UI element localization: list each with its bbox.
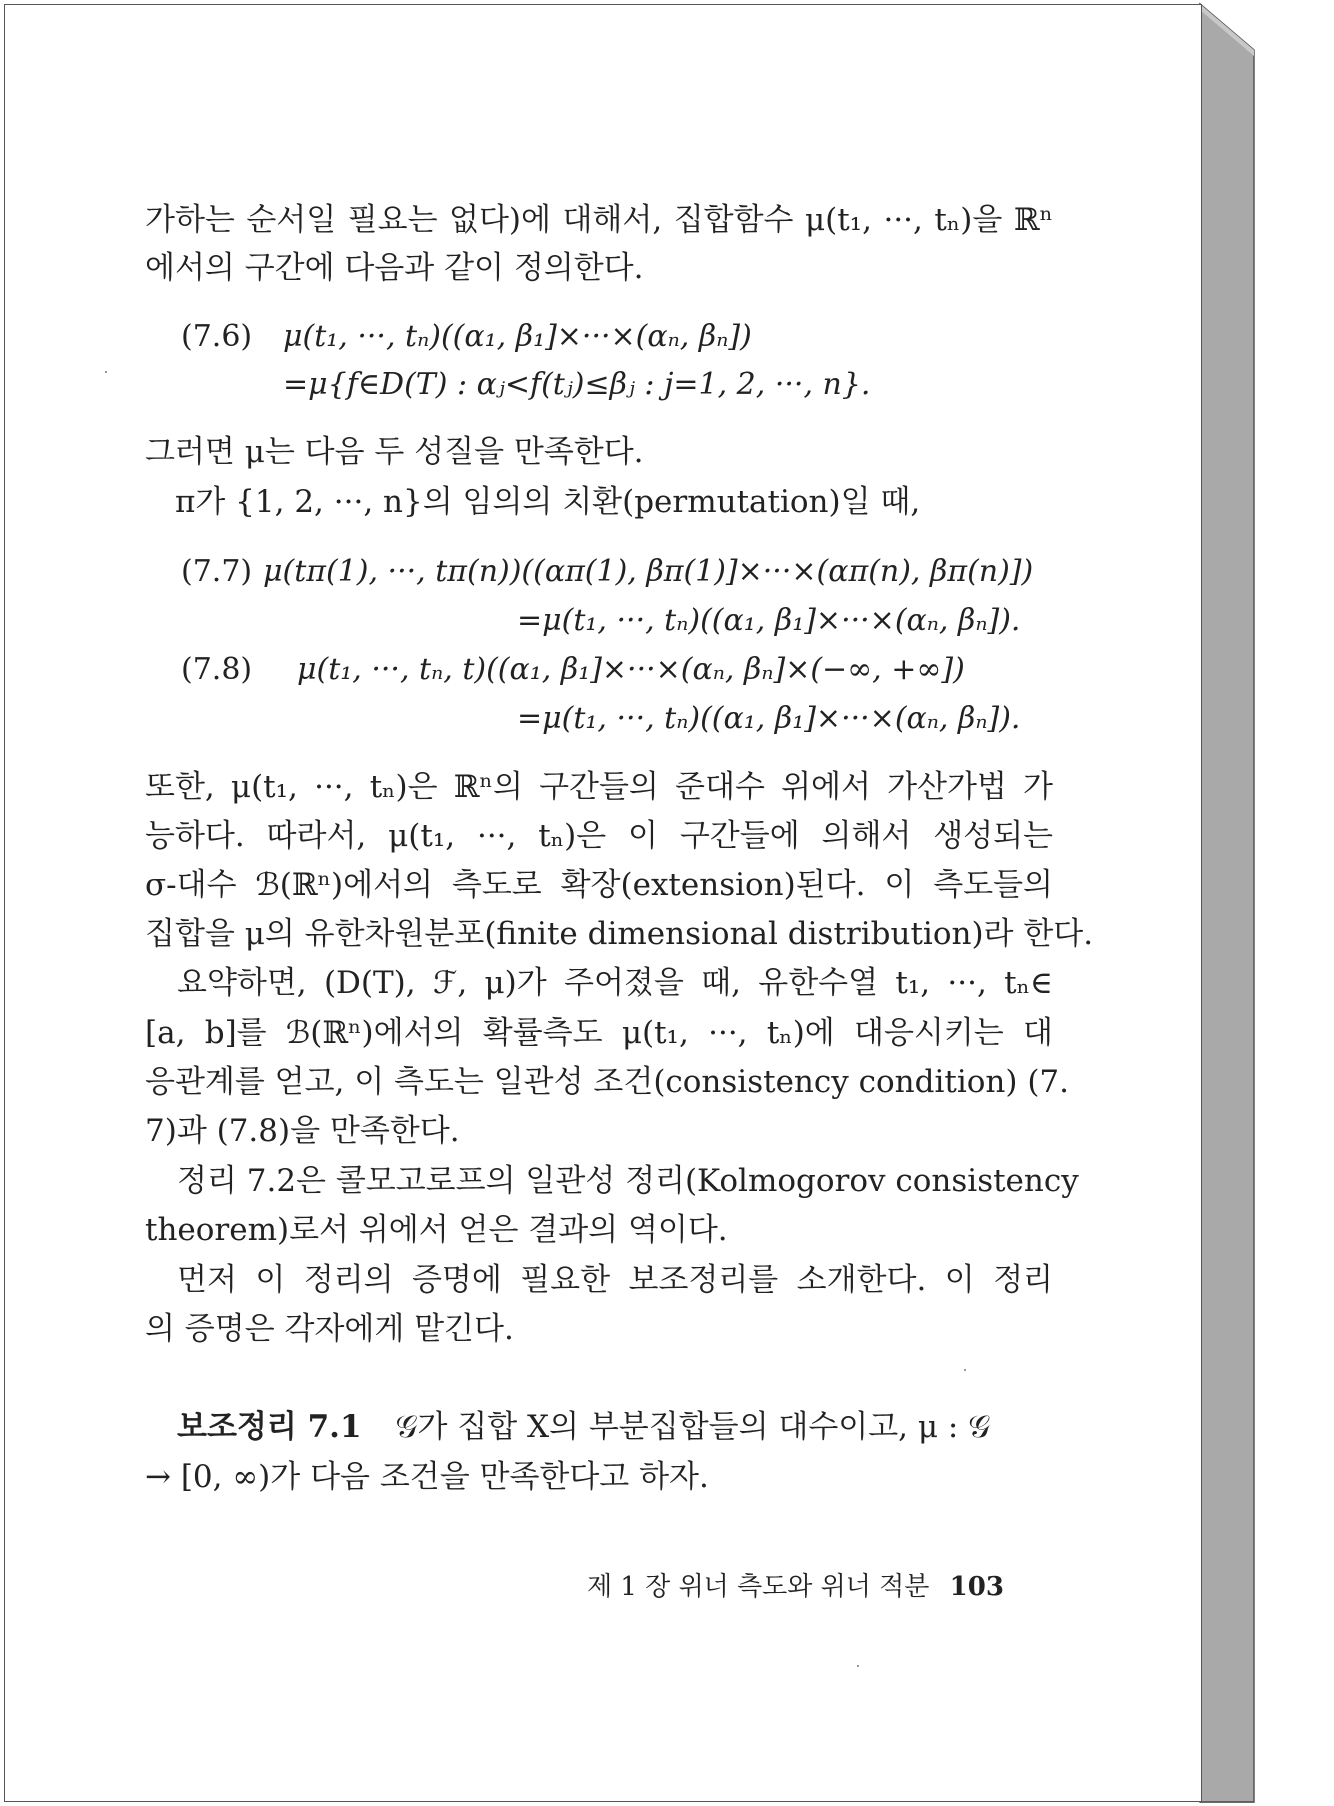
eq76-number: (7.6) xyxy=(181,319,253,354)
text-line-4: π가 {1, 2, ···, n}의 임의의 치환(permutation)일 때, xyxy=(175,484,921,520)
eq77-line-2: =μ(t₁, ···, tₙ)((α₁, β₁]×···×(αₙ, βₙ]). xyxy=(517,603,1021,638)
text-line-9: 요약하면, (D(T), ℱ, μ)가 주어졌을 때, 유한수열 t₁, ···, tₙ∈ xyxy=(177,965,1053,1001)
eq77-number: (7.7) xyxy=(181,554,253,589)
page-number: 103 xyxy=(949,1572,1004,1602)
text-line-7: σ-대수 ℬ(ℝⁿ)에서의 측도로 확장(extension)된다. 이 측도들의 xyxy=(145,867,1053,903)
text-line-13: 정리 7.2은 콜모고로프의 일관성 정리(Kolmogorov consistency xyxy=(177,1163,1079,1199)
lemma-heading: 보조정리 7.1 xyxy=(177,1409,362,1445)
eq76-line-1: μ(t₁, ···, tₙ)((α₁, β₁]×···×(αₙ, βₙ]) xyxy=(283,319,752,354)
text-line-15: 먼저 이 정리의 증명에 필요한 보조정리를 소개한다. 이 정리 xyxy=(177,1262,1053,1298)
text-line-11: 응관계를 얻고, 이 측도는 일관성 조건(consistency condition) (7. xyxy=(145,1064,1069,1100)
eq78-line-1: μ(t₁, ···, tₙ, t)((α₁, β₁]×···×(αₙ, βₙ]×(−∞, +∞]) xyxy=(297,652,965,687)
text-line-2: 에서의 구간에 다음과 같이 정의한다. xyxy=(145,250,644,286)
lemma-text: 𝒢가 집합 X의 부분집합들의 대수이고, μ : 𝒢 xyxy=(395,1409,991,1445)
eq78-line-2: =μ(t₁, ···, tₙ)((α₁, β₁]×···×(αₙ, βₙ]). xyxy=(517,701,1021,736)
text-line-16: 의 증명은 각자에게 맡긴다. xyxy=(145,1311,514,1347)
eq78-number: (7.8) xyxy=(181,652,253,687)
text-line-10: [a, b]를 ℬ(ℝⁿ)에서의 확률측도 μ(t₁, ···, tₙ)에 대응시키는 대 xyxy=(145,1015,1053,1051)
eq76-line-2: =μ{f∈D(T) : αⱼ<f(tⱼ)≤βⱼ : j=1, 2, ···, n}. xyxy=(283,367,871,402)
chapter-title: 제 1 장 위너 측도와 위너 적분 xyxy=(587,1572,930,1602)
text-line-17: → [0, ∞)가 다음 조건을 만족한다고 하자. xyxy=(145,1459,709,1495)
text-line-1: 가하는 순서일 필요는 없다)에 대해서, 집합함수 μ(t₁, ···, tₙ)을 ℝⁿ xyxy=(145,202,1053,238)
lemma-line xyxy=(177,1408,990,1446)
page xyxy=(4,4,1202,1802)
page-footer xyxy=(587,1571,1004,1603)
scan-speck xyxy=(857,1665,859,1667)
text-line-8: 집합을 μ의 유한차원분포(finite dimensional distribution)라 한다. xyxy=(145,916,1094,952)
text-line-5: 또한, μ(t₁, ···, tₙ)은 ℝⁿ의 구간들의 준대수 위에서 가산가법 가 xyxy=(145,769,1053,805)
scan-speck xyxy=(105,371,107,373)
scan-speck xyxy=(964,1369,966,1371)
eq77-line-1: μ(tπ(1), ···, tπ(n))((απ(1), βπ(1)]×···×(απ(n), βπ(n)]) xyxy=(263,554,1034,589)
text-line-3: 그러면 μ는 다음 두 성질을 만족한다. xyxy=(145,434,644,470)
text-line-14: theorem)로서 위에서 얻은 결과의 역이다. xyxy=(145,1212,728,1248)
text-line-6: 능하다. 따라서, μ(t₁, ···, tₙ)은 이 구간들에 의해서 생성되는 xyxy=(145,818,1053,854)
text-line-12: 7)과 (7.8)을 만족한다. xyxy=(145,1113,460,1149)
